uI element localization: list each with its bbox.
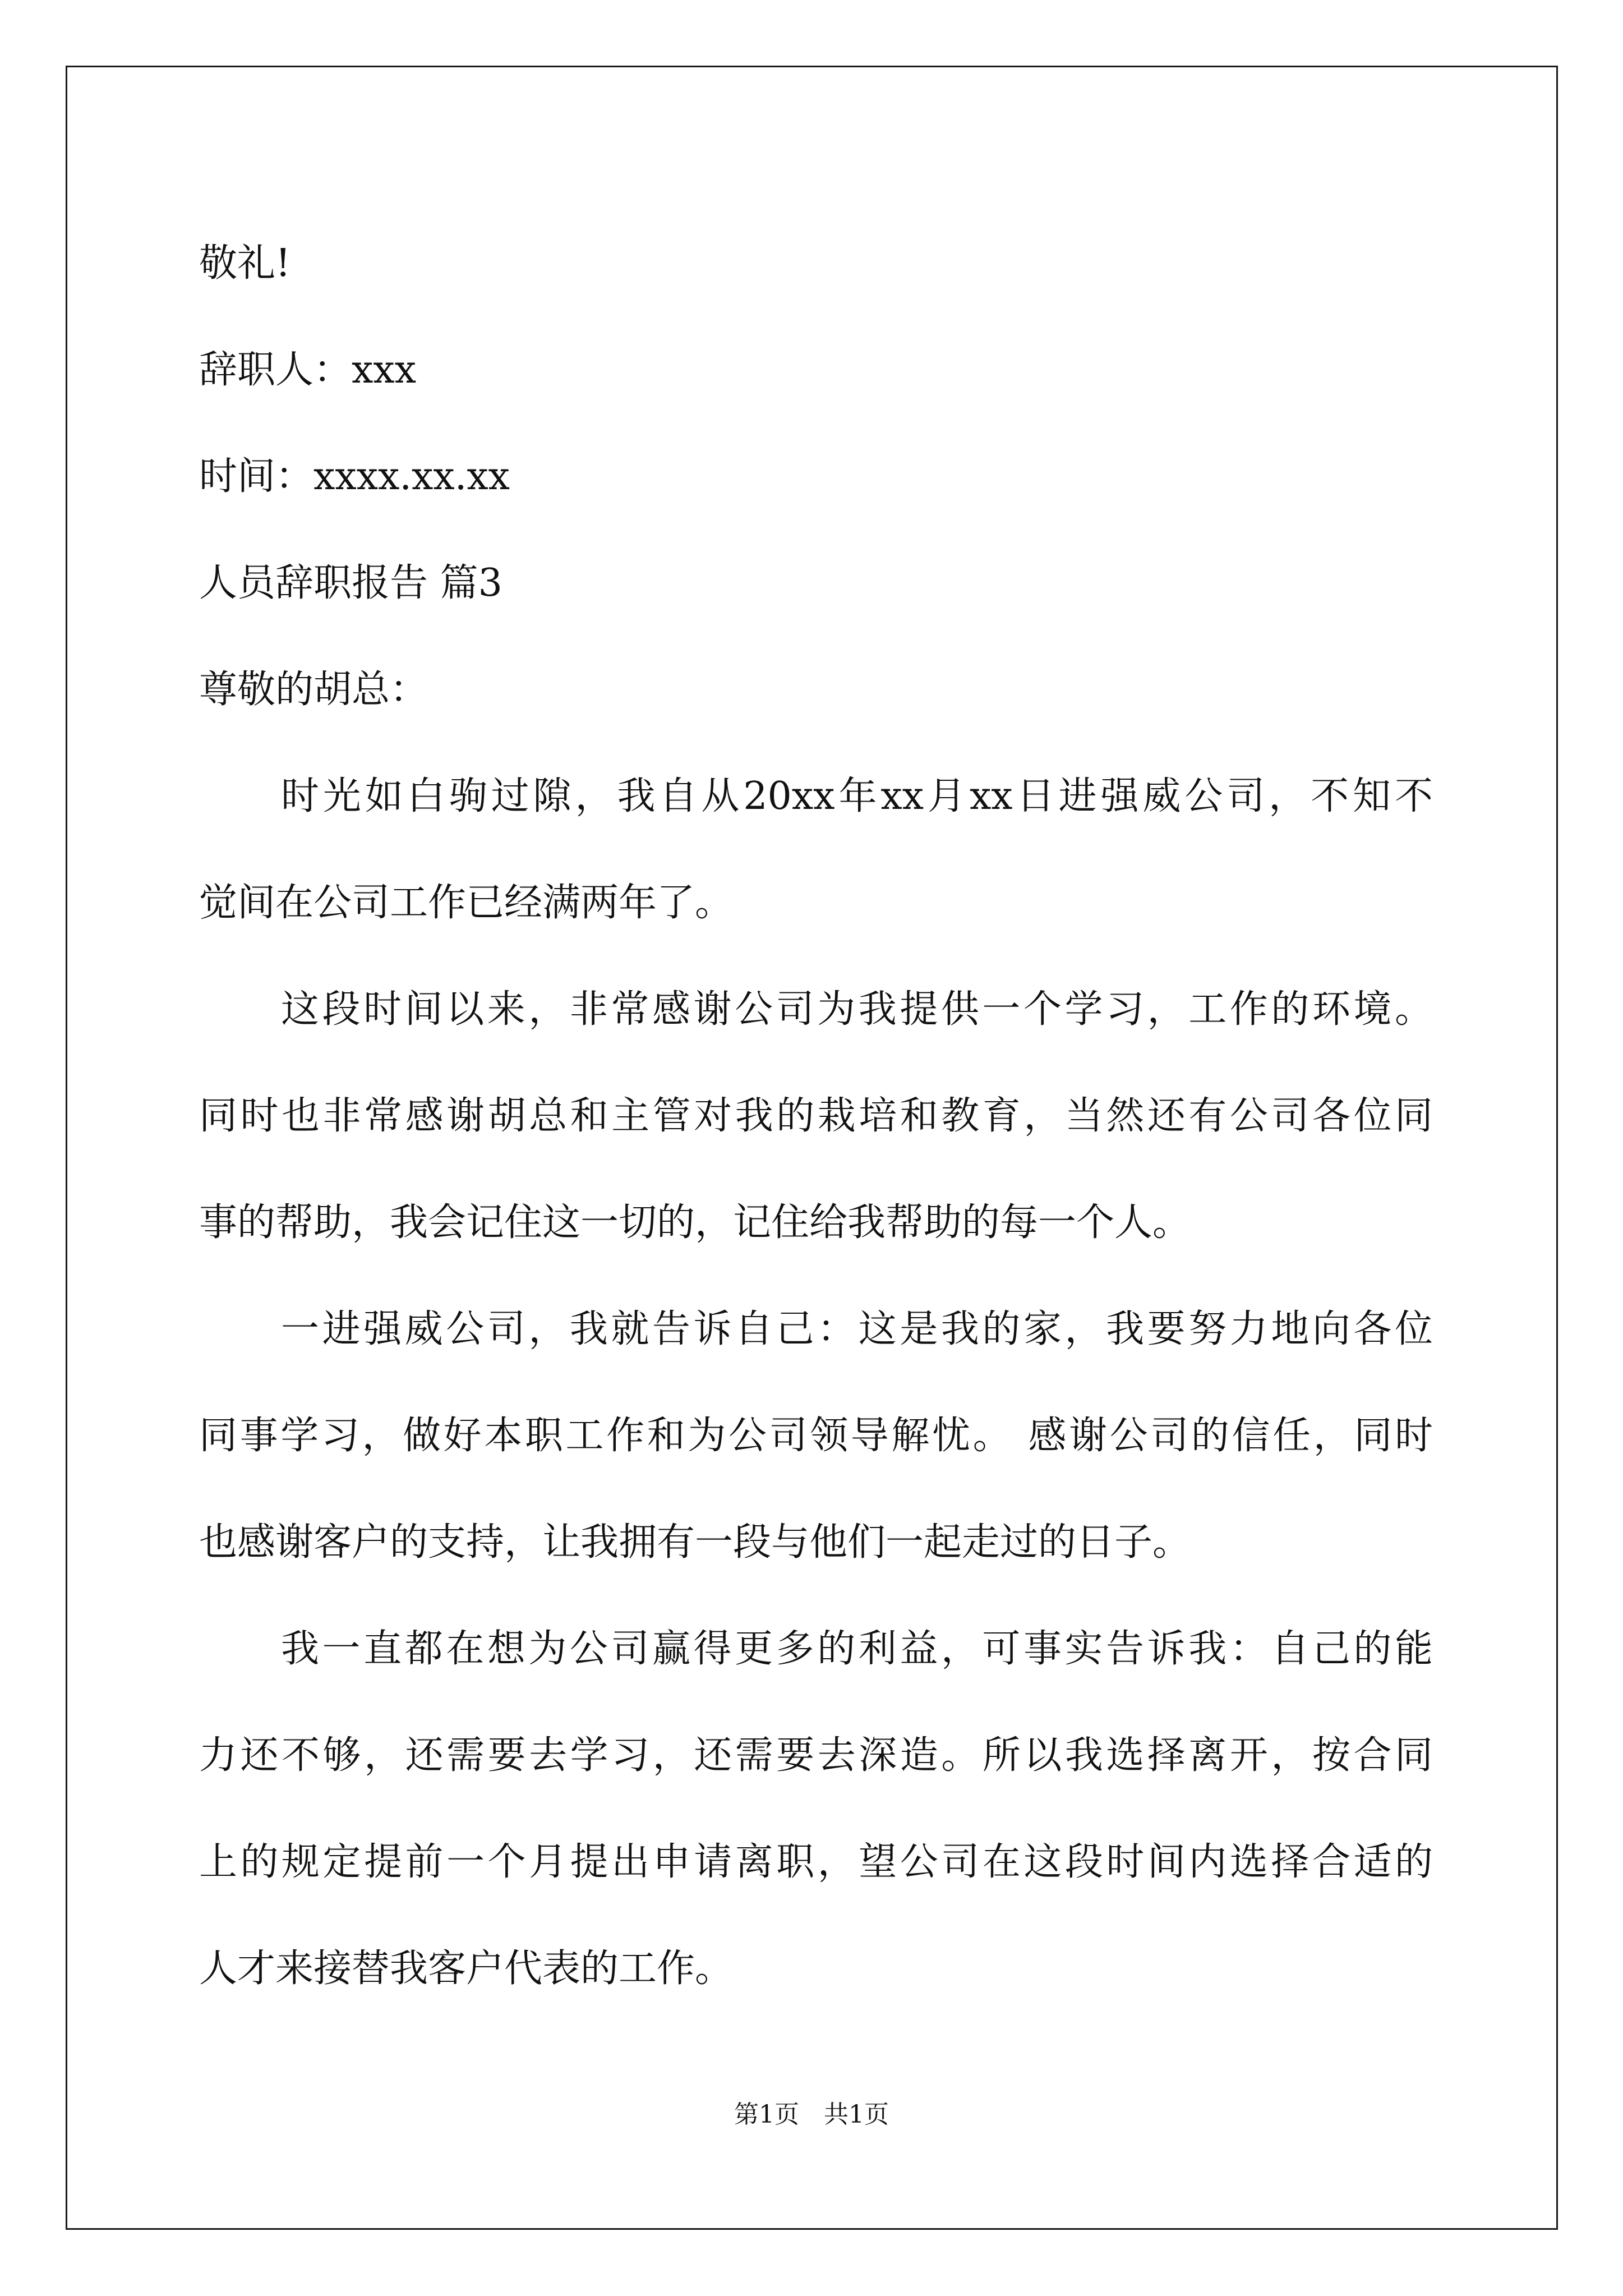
page-footer: 第1页 共1页 [734, 2100, 889, 2129]
paragraph [199, 743, 1433, 956]
paragraph-line: 也感谢客户的支持，让我拥有一段与他们一起走过的日子。 [199, 1520, 1191, 1565]
paragraph-line: 同时也非常感谢胡总和主管对我的栽培和教育，当然还有公司各位同 [199, 1094, 1433, 1138]
greeting: 尊敬的胡总： [199, 668, 428, 712]
resignation-date: 时间：xxxx.xx.xx [199, 454, 510, 499]
paragraph-line: 人才来接替我客户代表的工作。 [199, 1947, 734, 1991]
paragraph-line: 上的规定提前一个月提出申请离职，望公司在这段时间内选择合适的 [199, 1840, 1433, 1884]
paragraph-line: 力还不够，还需要去学习，还需要去深造。所以我选择离开，按合同 [199, 1733, 1433, 1778]
paragraph [199, 1596, 1433, 2022]
resigner-name: 辞职人：xxx [199, 348, 417, 392]
paragraph-line: 同事学习，做好本职工作和为公司领导解忧。 感谢公司的信任，同时 [199, 1414, 1433, 1458]
paragraph-line: 这段时间以来，非常感谢公司为我提供一个学习，工作的环境。 [281, 987, 1433, 1032]
paragraph [199, 1276, 1433, 1596]
document-body [199, 210, 1433, 2022]
paragraph-line: 事的帮助，我会记住这一切的，记住给我帮助的每一个人。 [199, 1200, 1191, 1245]
paragraph-line: 一进强威公司，我就告诉自己：这是我的家，我要努力地向各位 [281, 1307, 1433, 1351]
paragraph-line: 我一直都在想为公司赢得更多的利益，可事实告诉我：自己的能 [281, 1627, 1433, 1671]
paragraph-line: 觉间在公司工作已经满两年了。 [199, 881, 734, 925]
closing-salutation: 敬礼! [199, 241, 291, 286]
paragraph [199, 956, 1433, 1276]
section-title: 人员辞职报告 篇3 [199, 561, 502, 605]
paragraph-line: 时光如白驹过隙，我自从20xx年xx月xx日进强威公司，不知不 [281, 774, 1433, 818]
